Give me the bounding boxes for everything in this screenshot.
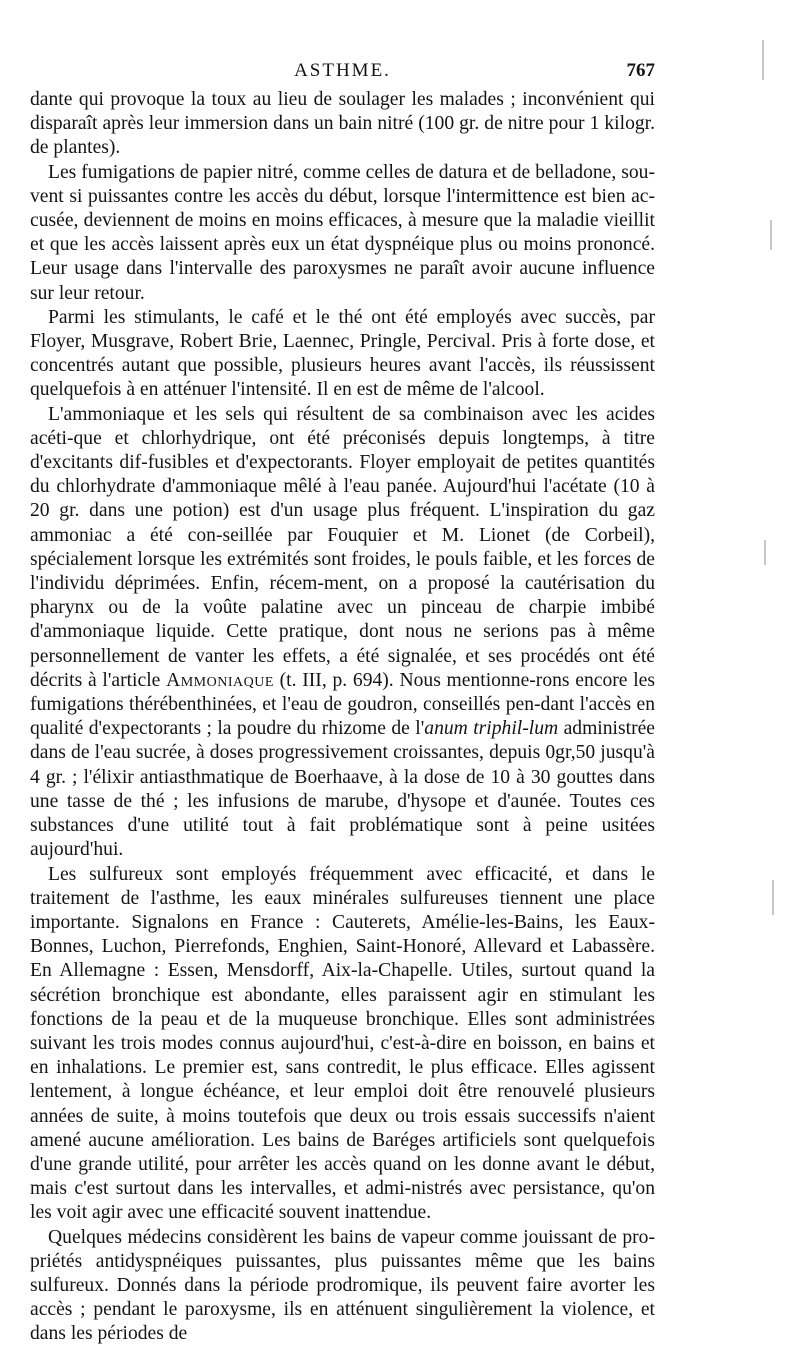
paragraph-continuation: dante qui provoque la toux au lieu de soulager les malades ; inconvénient qui disparaît après leur immersion dans un bain nitré (100 gr. de nitre pour 1 kilogr. de plantes). bbox=[30, 89, 655, 159]
margin-bleed-marks bbox=[742, 20, 782, 1310]
running-head bbox=[30, 60, 655, 88]
ammoniaque-text-a: L'ammoniaque et les sels qui résultent de sa combinaison avec les acides acéti-que et chlorhydrique, ont été préconisés depuis longtemps, à titre d'excitants dif-fusibles et d'expectorants. Floyer employait de petites quantités du chlorhydrate d'ammoniaque mêlé à l'eau panée. Aujourd'hui l'acétate (10 à 20 gr. dans une potion) est d'un usage plus fréquent. L'inspiration du gaz ammoniac a été con-seillée par Fouquier et M. Lionet (de Corbeil), spécialement lorsque les extrémités sont froides, le pouls faible, et les forces de l'individu déprimées. Enfin, récem-ment, on a proposé la cautérisation du pharynx ou de la voûte palatine avec un pinceau de charpie imbibé d'ammoniaque liquide. Cette pratique, dont nous ne serions pas à même personnellement de vanter les effets, a été signalée, et ses procédés ont été décrits à l'article bbox=[30, 403, 655, 691]
species-name: anum triphil-lum bbox=[424, 718, 559, 740]
paragraph-fumigations: Les fumigations de papier nitré, comme celles de datura et de belladone, sou-vent si puissantes contre les accès du début, lorsque l'intermittence est bien ac-cusée, deviennent de moins en moins efficaces, à mesure que la maladie vieillit et que les accès laissent après eux un état dyspnéique plus ou moins prononcé. Leur usage dans l'intervalle des paroxysmes ne paraît avoir aucune influence sur leur retour. bbox=[30, 161, 655, 304]
running-title: ASTHME. bbox=[294, 60, 391, 81]
body-text bbox=[30, 88, 655, 1347]
article-reference: Ammoniaque bbox=[166, 669, 274, 691]
paragraph-stimulants: Parmi les stimulants, le café et le thé ont été employés avec succès, par Floyer, Musgrave, Robert Brie, Laennec, Pringle, Percival. Pris à forte dose, et concentrés autant que possible, plusieurs heures avant l'accès, ils réussissent quelquefois à en atténuer l'intensité. Il en est de même de l'alcool. bbox=[30, 306, 655, 401]
paragraph-ammoniaque bbox=[30, 403, 655, 863]
ammoniaque-text-b: (t. III, p. 694). Nous mentionne-rons encore les fumigations thérébenthinées, et l'eau de goudron, conseillés pen-dant l'accès en qualité d'expectorants ; la poudre du rhizome de l' bbox=[30, 669, 655, 740]
page-number: 767 bbox=[626, 60, 655, 81]
ammoniaque-text-c: administrée dans de l'eau sucrée, à doses progressivement croissantes, depuis 0gr,50 jusqu'à 4 gr. ; l'élixir antiasthmatique de Boerhaave, à la dose de 10 à 30 gouttes dans une tasse de thé ; les infusions de marube, d'hysope et d'aunée. Toutes ces substances d'une utilité tout à fait problématique sont à peine usitées aujourd'hui. bbox=[30, 718, 655, 861]
paragraph-sulfureux: Les sulfureux sont employés fréquemment avec efficacité, et dans le traitement de l'asthme, les eaux minérales sulfureuses tiennent une place importante. Signalons en France : Cauterets, Amélie-les-Bains, les Eaux-Bonnes, Luchon, Pierrefonds, Enghien, Saint-Honoré, Allevard et Labassère. En Allemagne : Essen, Mensdorff, Aix-la-Chapelle. Utiles, surtout quand la sécrétion bronchique est abondante, elles paraissent agir en stimulant les fonctions de la peau et de la muqueuse bronchique. Elles sont administrées suivant les trois modes connus aujourd'hui, c'est-à-dire en boisson, en bains et en inhalations. Le premier est, sans contredit, le plus efficace. Elles agissent lentement, à longue échéance, et leur emploi doit être renouvelé plusieurs années de suite, à moins toutefois que deux ou trois essais successifs n'aient amené aucune amélioration. Les bains de Baréges artificiels sont quelquefois d'une grande utilité, pour arrêter les accès quand on les donne avant le début, mais c'est surtout dans les intervalles, et admi-nistrés avec persistance, qu'on les voit agir avec une efficacité souvent inattendue. bbox=[30, 863, 655, 1224]
paragraph-bains-vapeur: Quelques médecins considèrent les bains de vapeur comme jouissant de pro-priétés antidyspnéiques puissantes, plus puissantes même que les bains sulfureux. Donnés dans la période prodromique, ils peuvent faire avorter les accès ; pendant le paroxysme, ils en atténuent singulièrement la violence, et dans les périodes de bbox=[30, 1226, 655, 1345]
